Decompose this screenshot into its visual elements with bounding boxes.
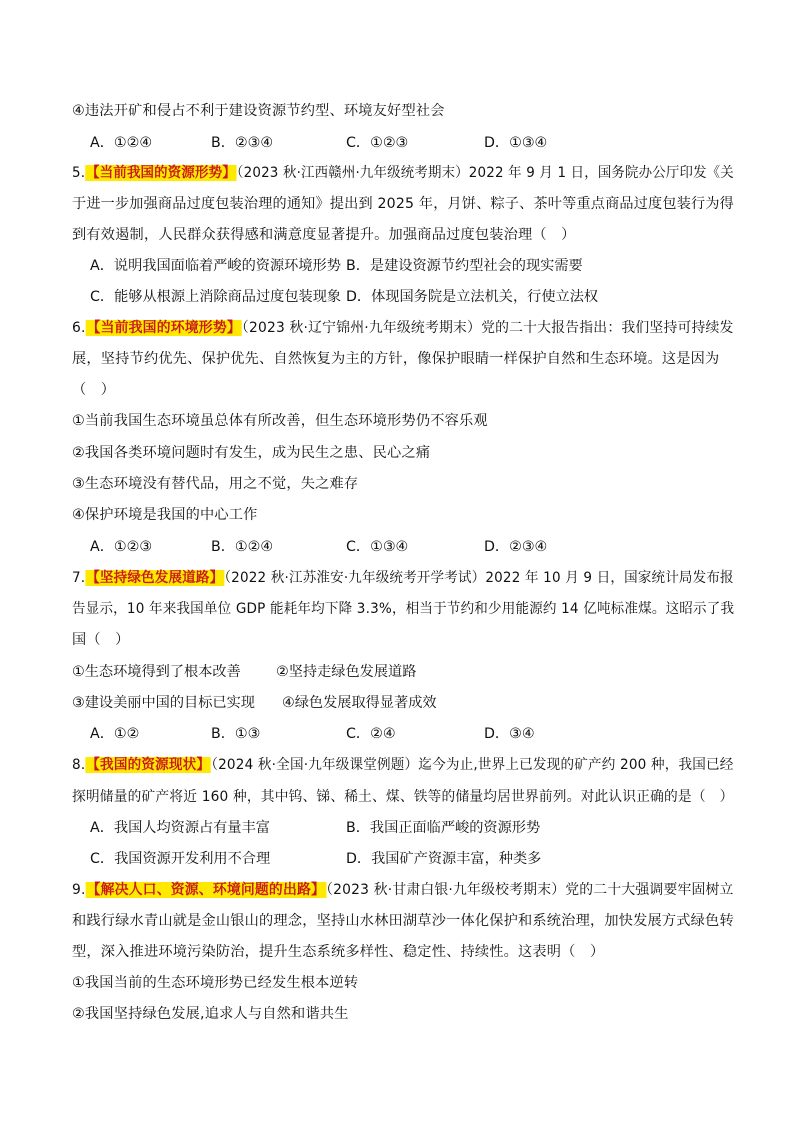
question-text: （2024 秋·全国·九年级课堂例题）迄今为止,世界上已发现的矿产约 200 种，我国已经 <box>211 757 734 773</box>
q6-statement-2: ②我国各类环境问题时有发生，成为民生之患、民心之痛 <box>72 445 431 461</box>
q7-option-b: B．①③ <box>211 726 261 742</box>
q6-option-c: C．①③④ <box>346 539 409 555</box>
question-text: （2023 秋·江西赣州·九年级统考期末）2022 年 9 月 1 日，国务院办公厅印发《关 <box>236 165 734 181</box>
q5-line-2: 于进一步加强商品过度包装治理的通知》提出到 2025 年，月饼、粽子、茶叶等重点商品过度包装行为得 <box>72 196 735 212</box>
question-number: 9. <box>72 882 86 898</box>
question-number: 8. <box>72 757 86 773</box>
q6-line-3: （ ） <box>72 382 116 398</box>
topic-tag: 【当前我国的环境形势】 <box>86 320 241 336</box>
statement-4: ④违法开矿和侵占不利于建设资源节约型、环境友好型社会 <box>72 103 445 119</box>
q7-line-2: 告显示，10 年来我国单位 GDP 能耗年均下降 3.3%，相当于节约和少用能源约 14 亿吨标准煤。这昭示了我 <box>72 601 735 617</box>
q8-option-b: B．我国正面临严峻的资源形势 <box>346 820 541 836</box>
q7-line-1 <box>72 568 734 588</box>
q7-statement-3: ③建设美丽中国的目标已实现 <box>72 695 255 711</box>
q5-option-c: C．能够从根源上消除商品过度包装现象 <box>90 289 342 305</box>
question-number: 7. <box>72 570 86 586</box>
q7-statement-2: ②坚持走绿色发展道路 <box>276 664 417 680</box>
question-text: （2022 秋·江苏淮安·九年级统考开学考试）2022 年 10 月 9 日，国家统计局发布报 <box>224 570 734 586</box>
q7-option-d: D．③④ <box>484 726 535 742</box>
topic-tag: 【坚持绿色发展道路】 <box>86 570 224 586</box>
q8-option-d: D．我国矿产资源丰富，种类多 <box>346 851 542 867</box>
q8-option-c: C．我国资源开发利用不合理 <box>90 851 271 867</box>
q5-option-b: B．是建设资源节约型社会的现实需要 <box>346 258 583 274</box>
q5-option-d: D．体现国务院是立法机关，行使立法权 <box>346 289 599 305</box>
q8-line-2: 探明储量的矿产将近 160 种，其中钨、锑、稀土、煤、铁等的储量均居世界前列。对此认识正确的是（ ） <box>72 789 734 805</box>
question-number: 6. <box>72 320 86 336</box>
q4-option-d: D．①③④ <box>484 135 548 151</box>
q7-statement-1: ①生态环境得到了根本改善 <box>72 664 241 680</box>
q6-option-d: D．②③④ <box>484 539 548 555</box>
question-number: 5. <box>72 165 86 181</box>
question-text: （2023 秋·甘肃白银·九年级校考期末）党的二十大强调要牢固树立 <box>326 882 734 898</box>
q9-statement-1: ①我国当前的生态环境形势已经发生根本逆转 <box>72 975 359 991</box>
q5-line-1 <box>72 163 734 183</box>
q6-statement-1: ①当前我国生态环境虽总体有所改善，但生态环境形势仍不容乐观 <box>72 413 488 429</box>
q6-statement-3: ③生态环境没有替代品，用之不觉，失之难存 <box>72 476 359 492</box>
q6-line-1 <box>72 318 734 338</box>
q5-option-a: A．说明我国面临着严峻的资源环境形势 <box>90 258 341 274</box>
q8-option-a: A．我国人均资源占有量丰富 <box>90 820 270 836</box>
q6-statement-4: ④保护环境是我国的中心工作 <box>72 507 258 523</box>
q6-option-b: B．①②④ <box>211 539 274 555</box>
question-text: （2023 秋·辽宁锦州·九年级统考期末）党的二十大报告指出：我们坚持可持续发 <box>241 320 734 336</box>
q9-line-2: 和践行绿水青山就是金山银山的理念，坚持山水林田湖草沙一体化保护和系统治理，加快发展方式绿色转 <box>72 913 734 929</box>
topic-tag: 【解决人口、资源、环境问题的出路】 <box>86 882 326 898</box>
q6-option-a: A．①②③ <box>90 539 153 555</box>
q4-option-b: B．②③④ <box>211 135 274 151</box>
topic-tag: 【当前我国的资源形势】 <box>86 165 236 181</box>
q9-statement-2: ②我国坚持绿色发展,追求人与自然和谐共生 <box>72 1006 349 1022</box>
q7-option-a: A．①② <box>90 726 140 742</box>
q7-line-3: 国（ ） <box>72 632 130 648</box>
topic-tag: 【我国的资源现状】 <box>86 757 211 773</box>
q5-line-3: 到有效遏制，人民群众获得感和满意度显著提升。加强商品过度包装治理（ ） <box>72 227 576 243</box>
q4-option-c: C．①②③ <box>346 135 409 151</box>
q9-line-1 <box>72 880 734 900</box>
q9-line-3: 型，深入推进环境污染防治，提升生态系统多样性、稳定性、持续性。这表明（ ） <box>72 944 605 960</box>
q8-line-1 <box>72 755 734 775</box>
q7-option-c: C．②④ <box>346 726 396 742</box>
q7-statement-4: ④绿色发展取得显著成效 <box>282 695 437 711</box>
q6-line-2: 展，坚持节约优先、保护优先、自然恢复为主的方针，像保护眼睛一样保护自然和生态环境。这是因为 <box>72 351 720 367</box>
q4-option-a: A．①②④ <box>90 135 153 151</box>
